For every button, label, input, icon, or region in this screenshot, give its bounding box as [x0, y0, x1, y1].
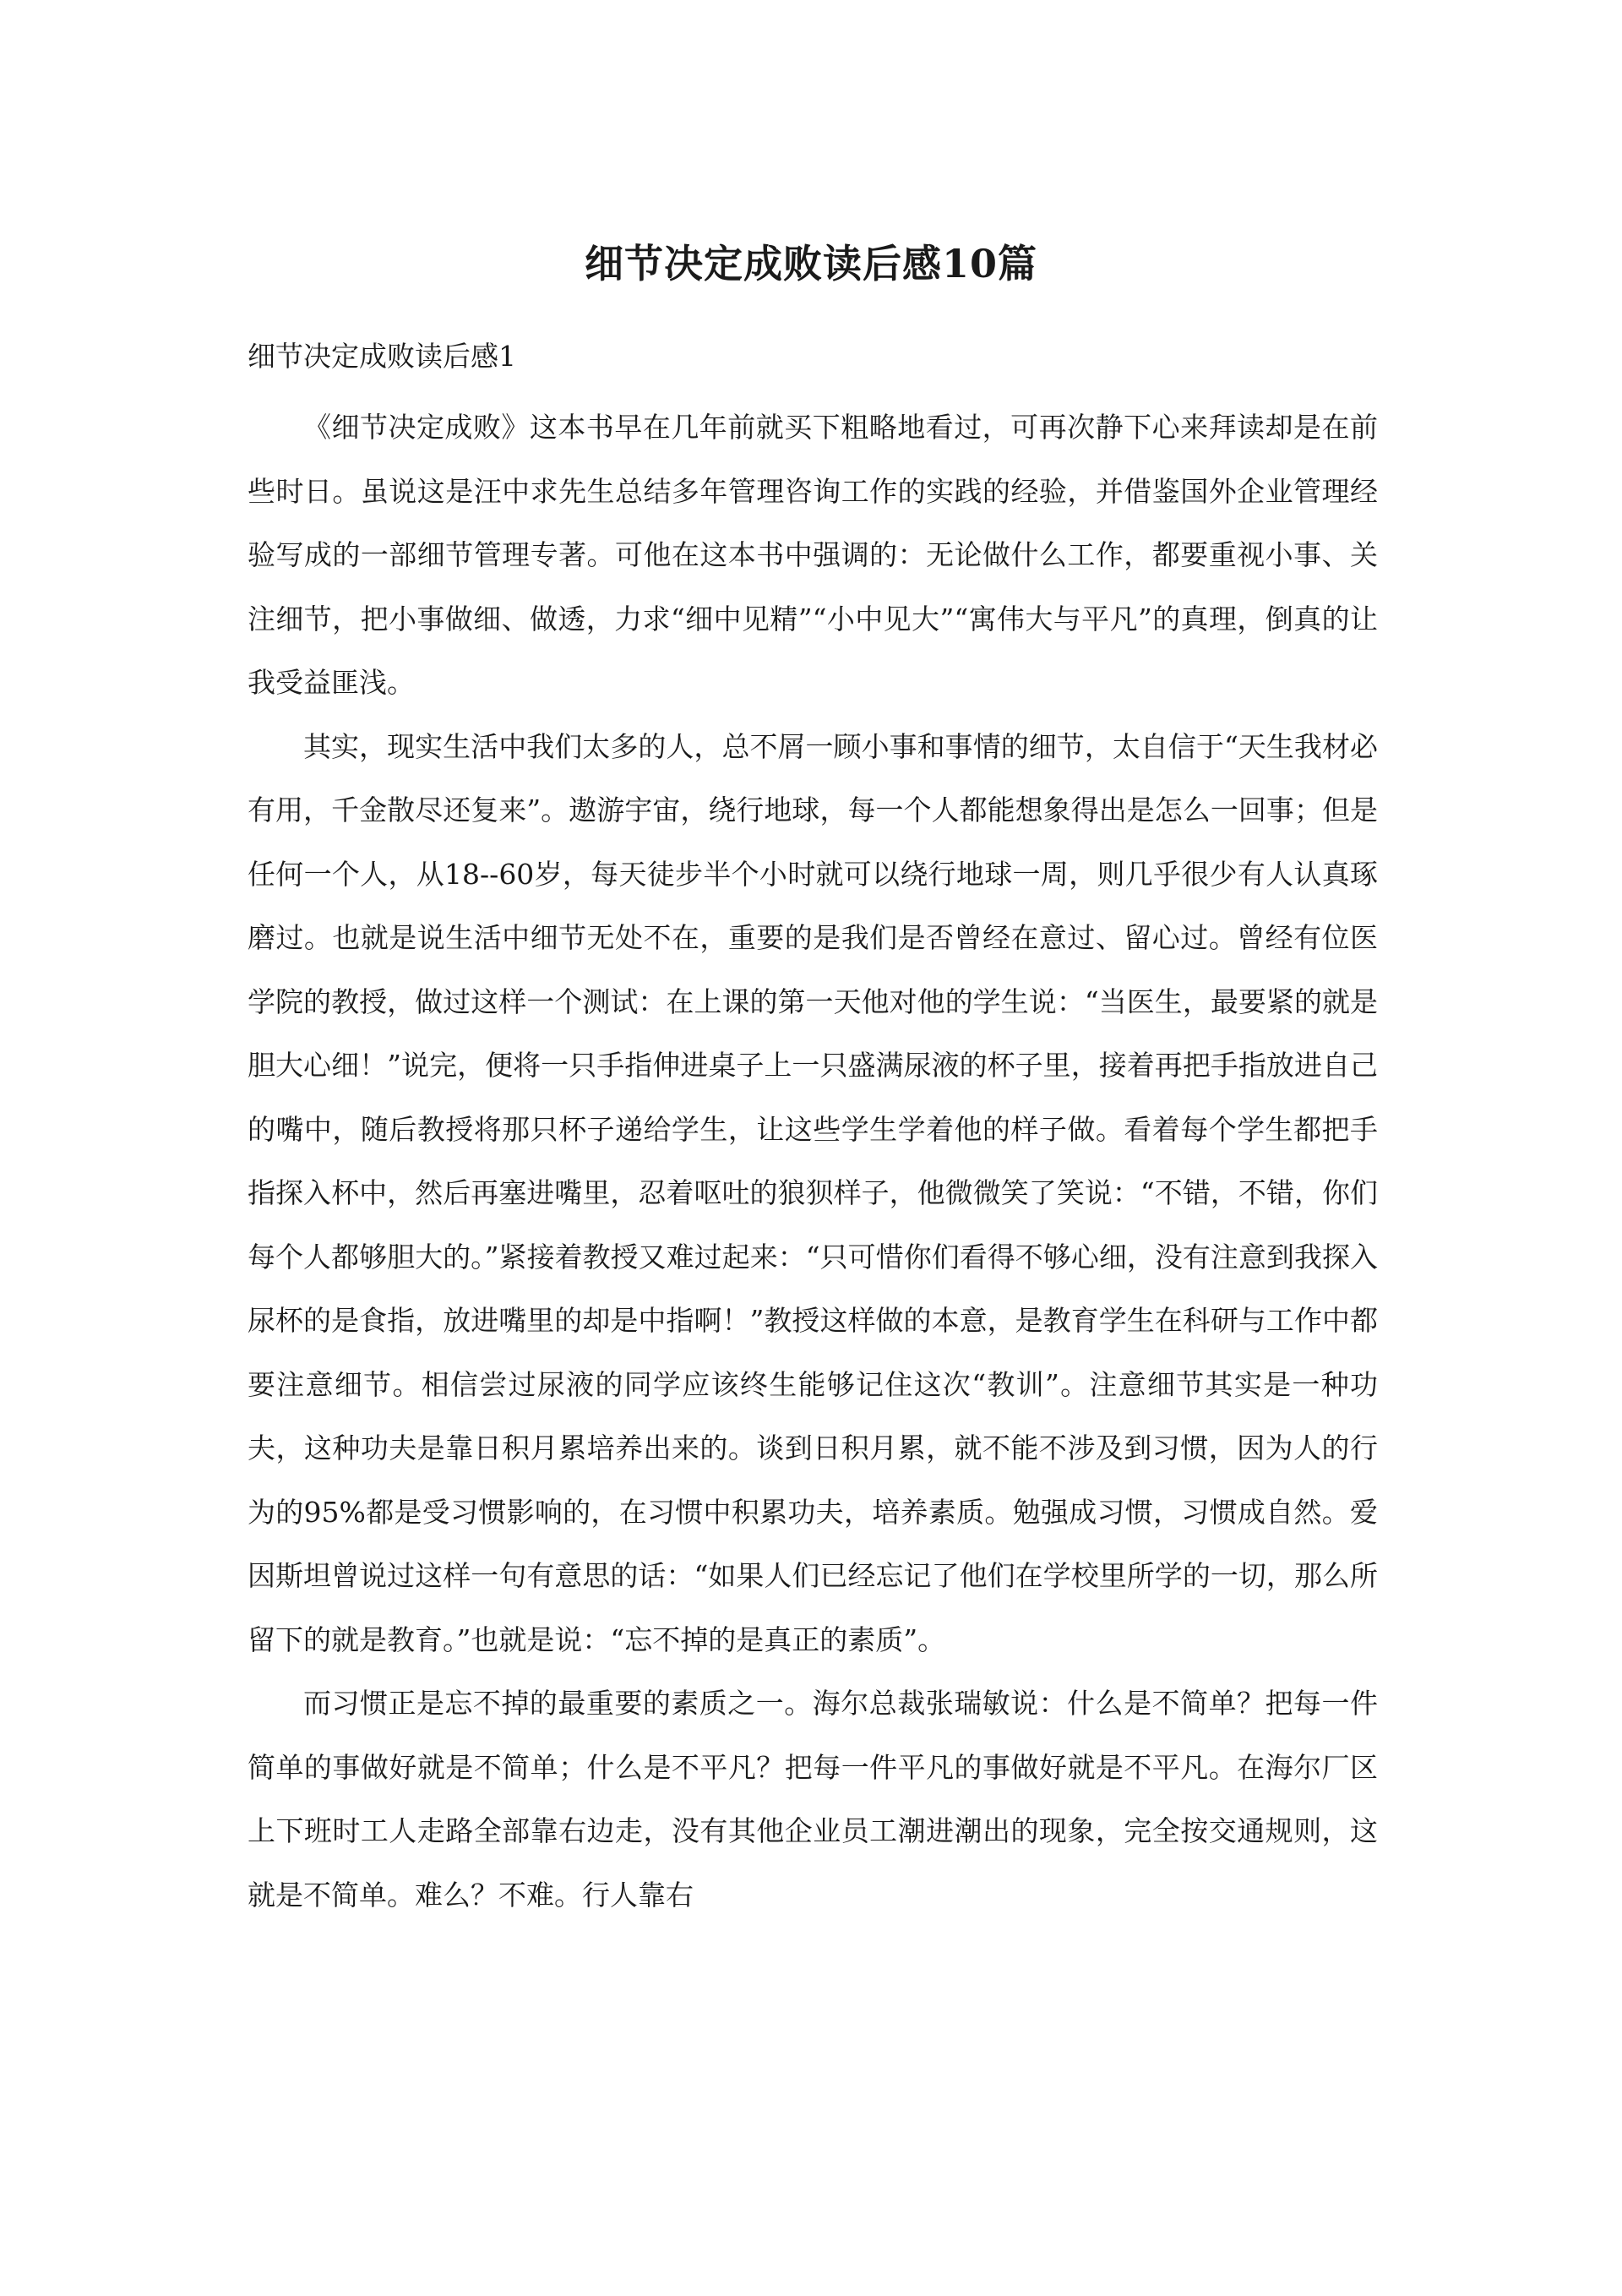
- body-paragraph: 《细节决定成败》这本书早在几年前就买下粗略地看过，可再次静下心来拜读却是在前些时日。虽说这是汪中求先生总结多年管理咨询工作的实践的经验，并借鉴国外企业管理经验写成的一部细节管理专著。可他在这本书中强调的：无论做什么工作，都要重视小事、关注细节，把小事做细、做透，力求“细中见精”“小中见大”“寓伟大与平凡”的真理，倒真的让我受益匪浅。: [248, 411, 1378, 699]
- section-heading: 细节决定成败读后感1: [248, 340, 516, 373]
- body-paragraph: 其实，现实生活中我们太多的人，总不屑一顾小事和事情的细节，太自信于“天生我材必有用，千金散尽还复来”。遨游宇宙，绕行地球，每一个人都能想象得出是怎么一回事；但是任何一个人，从18--60岁，每天徒步半个小时就可以绕行地球一周，则几乎很少有人认真琢磨过。也就是说生活中细节无处不在，重要的是我们是否曾经在意过、留心过。曾经有位医学院的教授，做过这样一个测试：在上课的第一天他对他的学生说：“当医生，最要紧的就是胆大心细！”说完，便将一只手指伸进桌子上一只盛满尿液的杯子里，接着再把手指放进自己的嘴中，随后教授将那只杯子递给学生，让这些学生学着他的样子做。看着每个学生都把手指探入杯中，然后再塞进嘴里，忍着呕吐的狼狈样子，他微微笑了笑说：“不错，不错，你们每个人都够胆大的。”紧接着教授又难过起来：“只可惜你们看得不够心细，没有注意到我探入尿杯的是食指，放进嘴里的却是中指啊！”教授这样做的本意，是教育学生在科研与工作中都要注意细节。相信尝过尿液的同学应该终生能够记住这次“教训”。注意细节其实是一种功夫，这种功夫是靠日积月累培养出来的。谈到日积月累，就不能不涉及到习惯，因为人的行为的95%都是受习惯影响的，在习惯中积累功夫，培养素质。勉强成习惯，习惯成自然。爱因斯坦曾说过这样一句有意思的话：“如果人们已经忘记了他们在学校里所学的一切，那么所留下的就是教育。”也就是说：“忘不掉的是真正的素质”。: [248, 729, 1378, 1656]
- document-body: [248, 395, 1378, 1927]
- body-paragraph: 而习惯正是忘不掉的最重要的素质之一。海尔总裁张瑞敏说：什么是不简单？把每一件简单的事做好就是不简单；什么是不平凡？把每一件平凡的事做好就是不平凡。在海尔厂区上下班时工人走路全部靠右边走，没有其他企业员工潮进潮出的现象，完全按交通规则，这就是不简单。难么？不难。行人靠右: [248, 1687, 1378, 1912]
- document-title: 细节决定成败读后感10篇: [584, 241, 1037, 286]
